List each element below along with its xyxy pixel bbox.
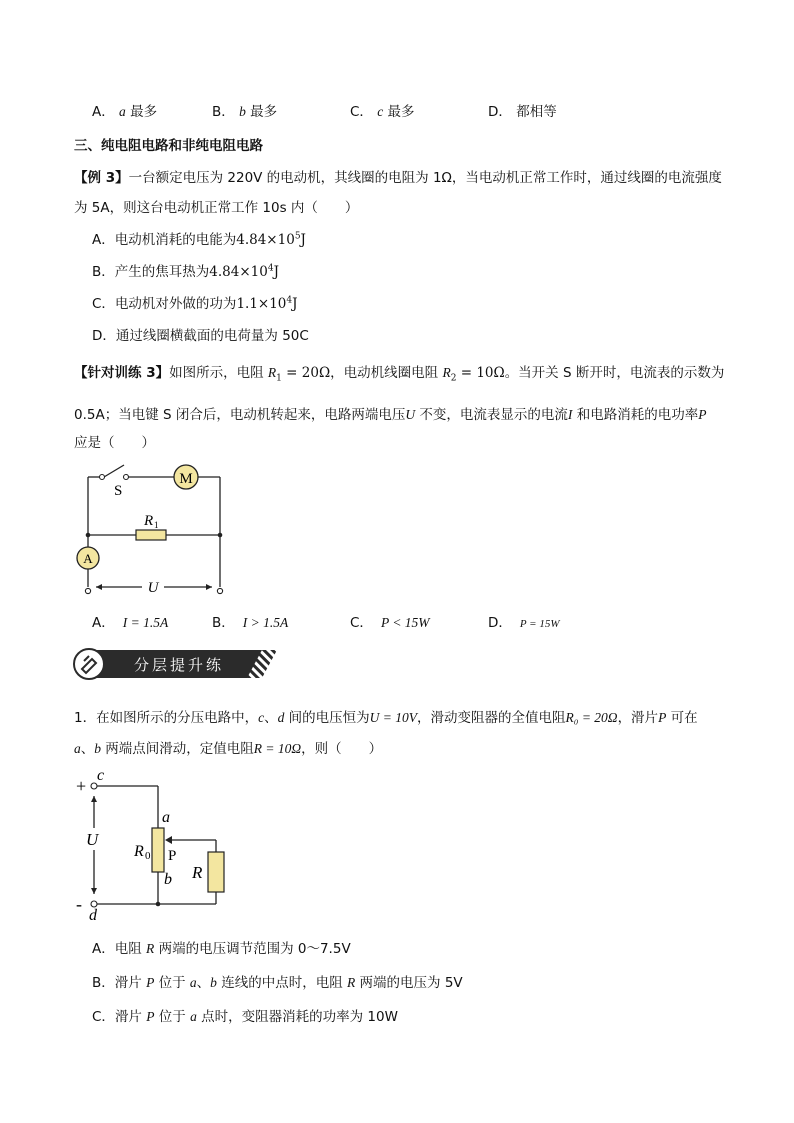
text: 和电路消耗的电功率 bbox=[572, 407, 699, 423]
banner-icon-circle bbox=[74, 649, 104, 679]
example3-line2: 为 5A，则这台电动机正常工作 10s 内（ ） bbox=[74, 200, 359, 216]
option-label: C． bbox=[350, 615, 373, 631]
q1-option-c bbox=[92, 1005, 398, 1025]
label-a: a bbox=[162, 809, 170, 826]
label-r: R bbox=[192, 863, 203, 882]
text: 连线的中点时，电阻 bbox=[216, 975, 347, 991]
q1-option-b bbox=[92, 971, 463, 991]
option-unit: J bbox=[292, 296, 298, 312]
voltage-label: U bbox=[147, 580, 159, 596]
plus-sign: + bbox=[76, 776, 87, 796]
label-c: c bbox=[97, 767, 105, 784]
option-text: 电动机对外做的功为 bbox=[114, 296, 237, 312]
junction-dot bbox=[86, 533, 91, 538]
switch-contact-left bbox=[100, 475, 105, 480]
option-text: I = 1.5A bbox=[122, 615, 169, 630]
var-c: c bbox=[258, 710, 265, 725]
option-label: D． bbox=[488, 104, 512, 120]
junction-dot bbox=[218, 533, 223, 538]
training3-option-b bbox=[212, 611, 288, 631]
var: R bbox=[146, 941, 155, 956]
text: 、 bbox=[80, 741, 95, 757]
value-u: U = 10V bbox=[369, 710, 417, 725]
text: 。当开关 S 断开时，电流表的示数为 bbox=[504, 365, 725, 381]
option-label: B． bbox=[92, 264, 115, 280]
option-text: P < 15W bbox=[380, 615, 430, 630]
var: P bbox=[146, 975, 155, 990]
text: 、 bbox=[196, 975, 211, 991]
option-label: D． bbox=[488, 615, 512, 631]
example-text: 一台额定电压为 220V 的电动机，其线圈的电阻为 1Ω，当电动机正常工作时，通过线圈的电流强度 bbox=[128, 170, 722, 186]
label-b: b bbox=[164, 871, 172, 888]
option-value: 4.84×10 bbox=[209, 264, 268, 280]
option-text: P = 15W bbox=[519, 618, 560, 630]
option-value: 4.84×10 bbox=[236, 232, 295, 248]
option-text: 最多 bbox=[130, 104, 158, 120]
text: 位于 bbox=[154, 1009, 191, 1025]
option-exp: 4 bbox=[267, 263, 274, 274]
option-value: 1.1×10 bbox=[236, 296, 287, 312]
r1-sub: 1 bbox=[154, 520, 159, 530]
switch-lever bbox=[104, 465, 124, 477]
value-r: R = 10Ω bbox=[253, 741, 302, 756]
label-u: U bbox=[86, 830, 99, 849]
terminal-right bbox=[217, 588, 222, 593]
text: 点时，变阻器消耗的功率为 10W bbox=[196, 1009, 398, 1025]
text: 在如图所示的分压电路中， bbox=[96, 710, 259, 726]
section-heading: 三、纯电阻电路和非纯电阻电路 bbox=[74, 138, 263, 154]
text: 不变，电流表显示的电流 bbox=[415, 407, 568, 423]
var-d: d bbox=[277, 710, 285, 725]
question-number: 1． bbox=[74, 710, 97, 726]
value-r0: R₀ = 20Ω bbox=[565, 710, 618, 725]
prev-option-b bbox=[212, 100, 277, 120]
option-unit: J bbox=[300, 232, 306, 248]
terminal-left bbox=[85, 588, 90, 593]
option-label: D． bbox=[92, 328, 116, 344]
value: = 10Ω bbox=[456, 365, 505, 381]
text: 两端点间滑动，定值电阻 bbox=[101, 741, 254, 757]
section-banner bbox=[72, 647, 282, 681]
prev-option-c bbox=[350, 100, 415, 120]
var-u: U bbox=[405, 407, 416, 422]
var: b bbox=[210, 975, 217, 990]
option-exp: 4 bbox=[286, 295, 293, 306]
option-label: B． bbox=[92, 975, 115, 991]
var-r1: R bbox=[267, 365, 277, 380]
var-a: a bbox=[74, 741, 81, 756]
example-tag: 【例 3】 bbox=[74, 170, 129, 186]
training3-line1 bbox=[74, 361, 724, 384]
example3-option-a bbox=[92, 228, 306, 248]
motor-label: M bbox=[179, 471, 193, 487]
voltage-divider-diagram bbox=[70, 764, 240, 924]
option-text: 产生的焦耳热为 bbox=[114, 264, 210, 280]
option-text: I > 1.5A bbox=[242, 615, 289, 630]
text: 如图所示，电阻 bbox=[169, 365, 268, 381]
r1-label: R bbox=[144, 513, 154, 529]
text: ，滑片 bbox=[617, 710, 659, 726]
switch-contact-right bbox=[124, 475, 129, 480]
text: 可在 bbox=[666, 710, 698, 726]
q1-line1 bbox=[74, 706, 698, 726]
var-p: P bbox=[658, 710, 667, 725]
training3-line3: 应是（ ） bbox=[74, 435, 155, 451]
var-r2: R bbox=[442, 365, 451, 380]
motor-circuit-diagram bbox=[70, 455, 250, 605]
label-r0-sub: 0 bbox=[145, 850, 151, 862]
banner-title: 分层提升练 bbox=[134, 656, 225, 674]
arrow-right bbox=[206, 584, 212, 590]
junction-dot bbox=[156, 902, 161, 907]
text: 位于 bbox=[154, 975, 190, 991]
option-text: 最多 bbox=[250, 104, 278, 120]
label-r0: R bbox=[134, 843, 144, 860]
option-text: 都相等 bbox=[516, 104, 557, 120]
option-exp: 5 bbox=[294, 231, 301, 242]
text: 电阻 bbox=[114, 941, 147, 957]
switch-label: S bbox=[114, 483, 123, 499]
var: a bbox=[189, 975, 197, 990]
ammeter-label: A bbox=[83, 551, 93, 566]
example3-option-b bbox=[92, 260, 279, 280]
var-i: I bbox=[567, 407, 573, 422]
text: ，则（ ） bbox=[301, 741, 383, 757]
option-var: a bbox=[119, 104, 126, 119]
label-p: P bbox=[168, 848, 177, 864]
minus-sign: - bbox=[76, 894, 82, 914]
option-label: A． bbox=[92, 615, 115, 631]
option-label: C． bbox=[92, 296, 115, 312]
text: 两端的电压为 5V bbox=[355, 975, 463, 991]
training3-line2 bbox=[74, 403, 706, 423]
option-text: 最多 bbox=[387, 104, 415, 120]
option-label: B． bbox=[212, 615, 235, 631]
option-text: 通过线圈横截面的电荷量为 50C bbox=[115, 328, 309, 344]
text: 滑片 bbox=[114, 1009, 147, 1025]
var: P bbox=[146, 1009, 155, 1024]
option-label: A． bbox=[92, 104, 115, 120]
var-b: b bbox=[94, 741, 101, 756]
option-label: C． bbox=[350, 104, 373, 120]
option-label: B． bbox=[212, 104, 235, 120]
example3-option-d bbox=[92, 324, 309, 344]
q1-line2 bbox=[74, 737, 382, 757]
arrow-up bbox=[91, 796, 97, 802]
rheostat-r0 bbox=[152, 828, 164, 872]
slider-arrow bbox=[165, 836, 172, 844]
var-p: P bbox=[698, 407, 707, 422]
var: a bbox=[190, 1009, 197, 1024]
resistor-r1 bbox=[136, 530, 166, 540]
text: 0.5A；当电键 S 闭合后，电动机转起来，电路两端电压 bbox=[74, 407, 406, 423]
example3-option-c bbox=[92, 292, 298, 312]
option-var: b bbox=[239, 104, 246, 119]
text: ，滑动变阻器的全值电阻 bbox=[417, 710, 566, 726]
text: 滑片 bbox=[114, 975, 147, 991]
arrow-down bbox=[91, 888, 97, 894]
training3-option-c bbox=[350, 611, 430, 631]
arrow-left bbox=[96, 584, 102, 590]
prev-option-a bbox=[92, 100, 157, 120]
text: ，电动机线圈电阻 bbox=[330, 365, 443, 381]
text: 间的电压恒为 bbox=[284, 710, 370, 726]
text: 两端的电压调节范围为 0～7.5V bbox=[154, 941, 351, 957]
training-tag: 【针对训练 3】 bbox=[74, 365, 170, 381]
label-d: d bbox=[89, 907, 97, 924]
resistor-r bbox=[208, 852, 224, 892]
var: R bbox=[347, 975, 356, 990]
option-label: A． bbox=[92, 941, 115, 957]
sub: 1 bbox=[276, 373, 282, 384]
q1-option-a bbox=[92, 937, 351, 957]
example3-line1 bbox=[74, 166, 722, 186]
option-label: C． bbox=[92, 1009, 115, 1025]
training3-option-d bbox=[488, 611, 560, 631]
text: 、 bbox=[264, 710, 278, 726]
value: = 20Ω bbox=[281, 365, 331, 381]
option-var: c bbox=[377, 104, 384, 119]
option-label: A． bbox=[92, 232, 115, 248]
option-unit: J bbox=[273, 264, 279, 280]
training3-option-a bbox=[92, 611, 168, 631]
option-text: 电动机消耗的电能为 bbox=[114, 232, 237, 248]
prev-option-d bbox=[488, 100, 557, 120]
sub: 2 bbox=[450, 373, 457, 384]
